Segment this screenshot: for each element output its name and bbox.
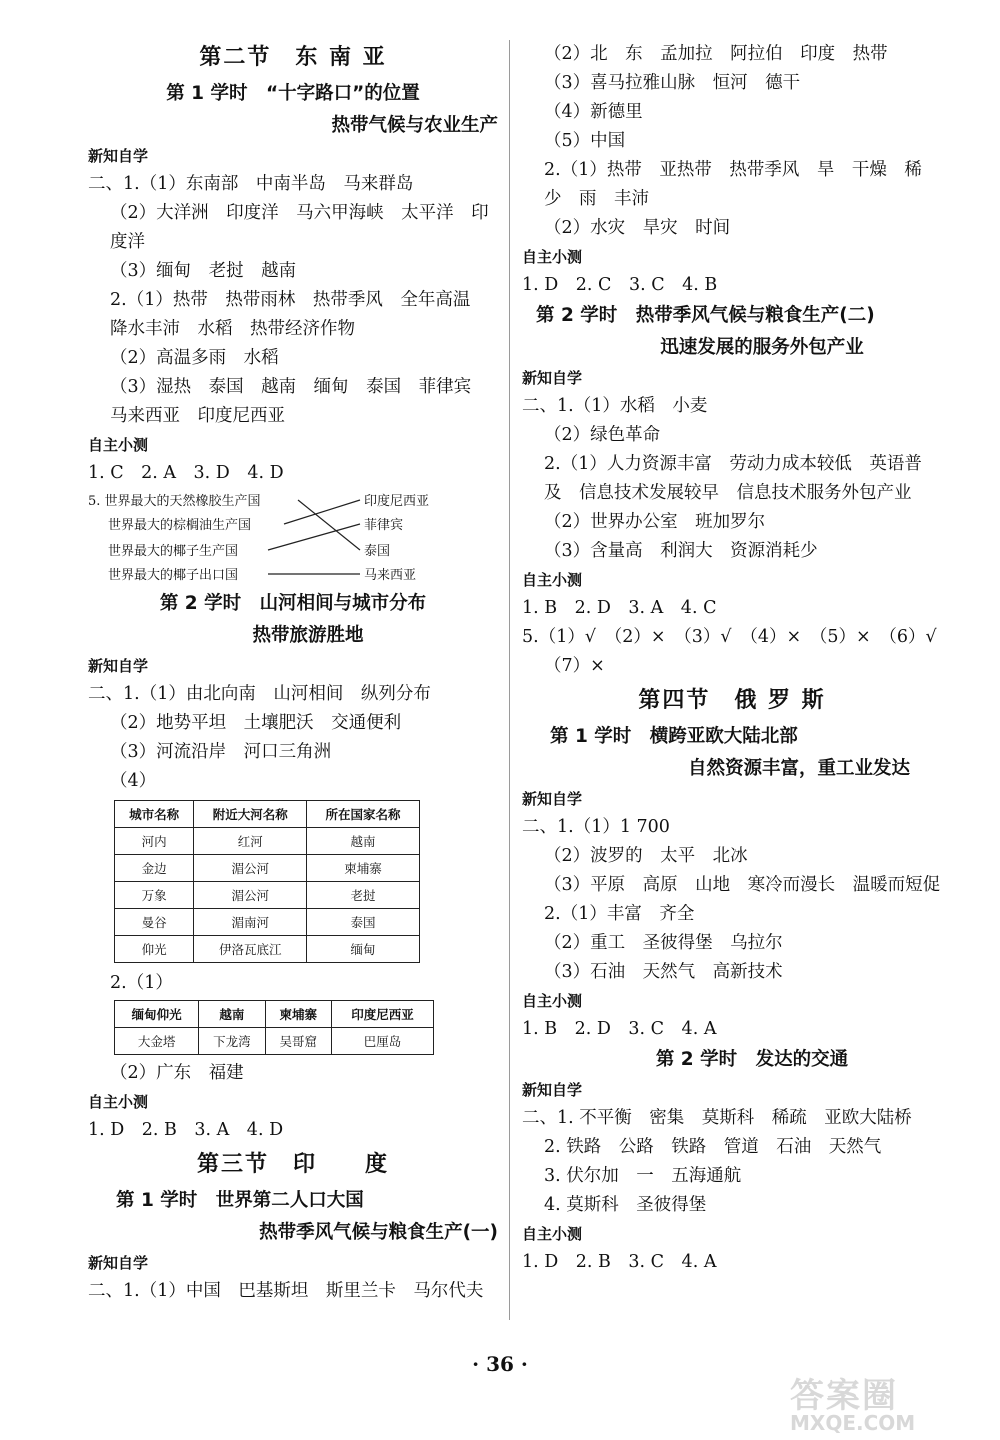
test-answers: （7）×: [544, 656, 605, 676]
section-label-self-test: 自主小测: [522, 1225, 583, 1243]
answer-line: （3）含量高 利润大 资源消耗少: [544, 541, 818, 561]
answer-line: 少 雨 丰沛: [544, 189, 649, 209]
table-cell: 金边: [115, 855, 194, 882]
answer-line: 二、1.（1）东南部 中南半岛 马来群岛: [88, 174, 414, 194]
matching-exercise: [88, 488, 498, 588]
section-label-self-test: 自主小测: [522, 571, 583, 589]
table-cell: 伊洛瓦底江: [194, 936, 307, 963]
answer-line: 2.（1）丰富 齐全: [544, 904, 695, 924]
section-label-self-test: 自主小测: [522, 992, 583, 1010]
answer-line: 马来西亚 印度尼西亚: [110, 406, 285, 426]
match-right-item: 泰国: [364, 544, 391, 559]
test-answers: 1. C 2. A 3. D 4. D: [88, 463, 284, 483]
answer-line: （3）湿热 泰国 越南 缅甸 泰国 菲律宾: [110, 377, 472, 397]
table-cell: 仰光: [115, 936, 194, 963]
answer-line: 二、1.（1）中国 巴基斯坦 斯里兰卡 马尔代夫: [88, 1281, 484, 1301]
test-answers: 1. B 2. D 3. C 4. A: [522, 1019, 717, 1039]
lesson-title: 第 1 学时 世界第二人口大国: [116, 1190, 364, 1211]
lesson-subtitle: 自然资源丰富，重工业发达: [687, 758, 910, 779]
table-cell: 万象: [115, 882, 194, 909]
table-row: [115, 828, 420, 855]
test-answers: 5.（1）√ （2）× （3）√ （4）× （5）× （6）√: [522, 627, 937, 647]
answer-line: 及 信息技术发展较早 信息技术服务外包产业: [544, 483, 912, 503]
answer-line: 2.（1）热带 热带雨林 热带季风 全年高温: [110, 290, 471, 310]
table-row: [115, 1028, 434, 1055]
section-label-new-knowledge: 新知自学: [522, 1081, 583, 1099]
answer-line: 度洋: [110, 232, 145, 252]
answer-line: 2.（1）热带 亚热带 热带季风 旱 干燥 稀: [544, 160, 922, 180]
page-number: · 36 ·: [472, 1352, 528, 1376]
answer-line: 二、1.（1）水稻 小麦: [522, 396, 708, 416]
answer-line: 4. 莫斯科 圣彼得堡: [544, 1195, 707, 1215]
answer-line: （2）绿色革命: [544, 425, 661, 445]
answer-line: 3. 伏尔加 一 五海通航: [544, 1166, 742, 1186]
section-label-new-knowledge: 新知自学: [522, 790, 583, 808]
match-line: [268, 524, 360, 550]
table-header: 印度尼西亚: [331, 1001, 433, 1028]
match-right-item: 印度尼西亚: [364, 494, 430, 509]
table-cell: 红河: [194, 828, 307, 855]
lesson-title: 第 2 学时 发达的交通: [655, 1049, 849, 1070]
section-label-self-test: 自主小测: [88, 436, 149, 454]
table-row: [115, 909, 420, 936]
table-cell: 湄公河: [194, 882, 307, 909]
table-cell: 泰国: [307, 909, 420, 936]
table-cell: 吴哥窟: [265, 1028, 331, 1055]
lesson-subtitle: 迅速发展的服务外包产业: [660, 337, 864, 358]
answer-line: 二、1.（1）1 700: [522, 817, 670, 837]
table-header: 柬埔寨: [265, 1001, 331, 1028]
city-river-table: [114, 800, 420, 963]
landmark-table: [114, 1000, 434, 1055]
answer-line: （3）缅甸 老挝 越南: [110, 261, 297, 281]
section-label-new-knowledge: 新知自学: [88, 147, 149, 165]
left-column: [88, 38, 498, 1306]
answer-line: 2.（1）人力资源丰富 劳动力成本较低 英语普: [544, 454, 922, 474]
lesson-subtitle: 热带季风气候与粮食生产(一): [259, 1222, 498, 1243]
match-line: [298, 500, 360, 550]
answer-line: （2）地势平坦 土壤肥沃 交通便利: [110, 713, 402, 733]
table-header: 所在国家名称: [307, 801, 420, 828]
match-left-item: 世界最大的棕榈油生产国: [108, 518, 252, 533]
lesson-title: 第 2 学时 热带季风气候与粮食生产(二): [536, 305, 875, 326]
answer-line: （2）北 东 孟加拉 阿拉伯 印度 热带: [544, 44, 888, 64]
answer-line: （2）广东 福建: [110, 1063, 244, 1083]
watermark-url: MXQE.COM: [790, 1411, 916, 1435]
test-answers: 1. D 2. B 3. C 4. A: [522, 1252, 717, 1272]
table-header: 越南: [199, 1001, 265, 1028]
test-answers: 1. D 2. B 3. A 4. D: [88, 1120, 284, 1140]
table-header: 附近大河名称: [194, 801, 307, 828]
table-header: 城市名称: [115, 801, 194, 828]
test-answers: 1. B 2. D 3. A 4. C: [522, 598, 717, 618]
match-left-item: 世界最大的椰子生产国: [108, 544, 239, 559]
table-cell: 下龙湾: [199, 1028, 265, 1055]
answer-line: 2.（1）: [110, 973, 173, 993]
lesson-subtitle: 热带气候与农业生产: [331, 115, 498, 136]
section-label-new-knowledge: 新知自学: [522, 369, 583, 387]
table-cell: 湄公河: [194, 855, 307, 882]
answer-line: 二、1. 不平衡 密集 莫斯科 稀疏 亚欧大陆桥: [522, 1108, 912, 1128]
answer-line: 二、1.（1）由北向南 山河相间 纵列分布: [88, 684, 431, 704]
section-title-southeast-asia: 第二节 东 南 亚: [199, 45, 387, 70]
lesson-title: 第 1 学时 “十字路口”的位置: [166, 83, 420, 104]
answer-line: （3）石油 天然气 高新技术: [544, 962, 783, 982]
answer-line: （2）世界办公室 班加罗尔: [544, 512, 766, 532]
table-cell: 缅甸: [307, 936, 420, 963]
section-title-russia: 第四节 俄 罗 斯: [638, 688, 826, 713]
answer-line: 降水丰沛 水稻 热带经济作物: [110, 319, 355, 339]
section-label-new-knowledge: 新知自学: [88, 657, 149, 675]
test-answers: 1. D 2. C 3. C 4. B: [522, 275, 718, 295]
table-cell: 河内: [115, 828, 194, 855]
answer-line: 2. 铁路 公路 铁路 管道 石油 天然气: [544, 1137, 882, 1157]
match-left-item: 5. 世界最大的天然橡胶生产国: [88, 494, 261, 509]
table-cell: 越南: [307, 828, 420, 855]
answer-line: （3）河流沿岸 河口三角洲: [110, 742, 332, 762]
right-column: [522, 40, 942, 1277]
table-cell: 曼谷: [115, 909, 194, 936]
table-cell: 巴厘岛: [331, 1028, 433, 1055]
column-divider: [509, 40, 510, 1320]
section-label-self-test: 自主小测: [522, 248, 583, 266]
answer-line: （2）波罗的 太平 北冰: [544, 846, 748, 866]
answer-line: （4）: [110, 771, 157, 791]
answer-line: （2）重工 圣彼得堡 乌拉尔: [544, 933, 783, 953]
answer-line: （2）水灾 旱灾 时间: [544, 218, 731, 238]
table-row: [115, 855, 420, 882]
lesson-subtitle: 热带旅游胜地: [252, 625, 364, 646]
section-title-india: 第三节 印 度: [196, 1152, 389, 1177]
match-line: [284, 500, 360, 524]
lesson-title: 第 2 学时 山河相间与城市分布: [159, 593, 427, 614]
answer-line: （3）平原 高原 山地 寒冷而漫长 温暖而短促: [544, 875, 941, 895]
match-right-item: 菲律宾: [364, 518, 404, 533]
table-row: [115, 882, 420, 909]
match-right-item: 马来西亚: [364, 568, 417, 583]
section-label-new-knowledge: 新知自学: [88, 1254, 149, 1272]
answer-line: （5）中国: [544, 131, 626, 151]
table-cell: 湄南河: [194, 909, 307, 936]
match-left-item: 世界最大的椰子出口国: [108, 568, 239, 583]
section-label-self-test: 自主小测: [88, 1093, 149, 1111]
table-cell: 大金塔: [115, 1028, 199, 1055]
watermark-logo: [790, 1368, 990, 1438]
table-cell: 柬埔寨: [307, 855, 420, 882]
answer-line: （2）大洋洲 印度洋 马六甲海峡 太平洋 印: [110, 203, 489, 223]
answer-line: （2）高温多雨 水稻: [110, 348, 279, 368]
table-row: [115, 936, 420, 963]
answer-line: （3）喜马拉雅山脉 恒河 德干: [544, 73, 801, 93]
lesson-title: 第 1 学时 横跨亚欧大陆北部: [550, 726, 798, 747]
table-header: 缅甸仰光: [115, 1001, 199, 1028]
answer-line: （4）新德里: [544, 102, 643, 122]
watermark-text: 答案圈: [790, 1376, 898, 1416]
table-cell: 老挝: [307, 882, 420, 909]
